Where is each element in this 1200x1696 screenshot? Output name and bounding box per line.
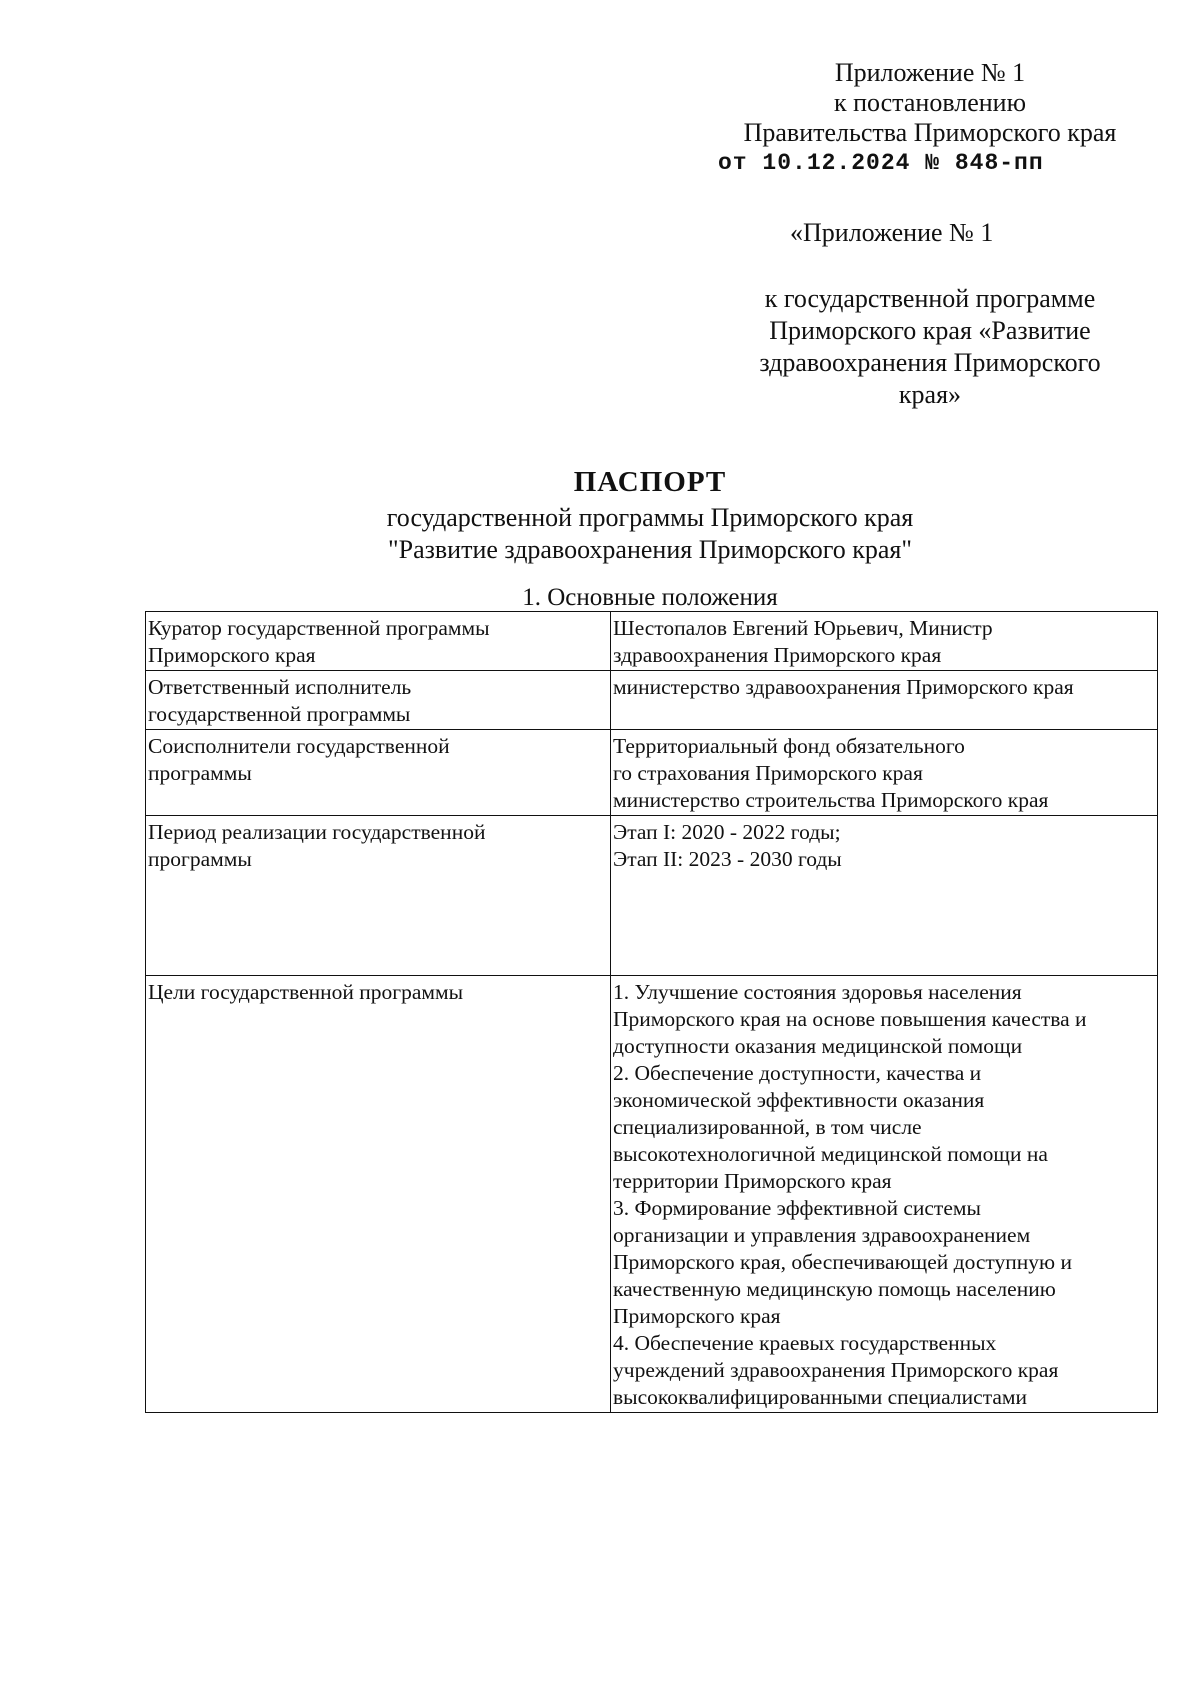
passport-table	[145, 611, 1158, 1413]
label-line: Период реализации государственной	[148, 820, 486, 844]
value-line: высококвалифицированными специалистами	[613, 1385, 1028, 1409]
value-line: Этап II: 2023 - 2030 годы	[613, 847, 842, 871]
row-label	[146, 816, 611, 976]
row-label	[146, 976, 611, 1413]
program-ref-line: к государственной программе	[764, 284, 1096, 313]
value-line: Этап I: 2020 - 2022 годы;	[613, 820, 841, 844]
header-line: Правительства Приморского края	[743, 118, 1117, 147]
passport-subtitle-line: государственной программы Приморского края	[386, 503, 914, 532]
passport-title: ПАСПОРТ	[573, 466, 727, 498]
label-line: программы	[148, 761, 252, 785]
value-line: Приморского края на основе повышения качества и	[613, 1007, 1087, 1031]
document-header	[700, 58, 1160, 178]
value-line: качественную медицинскую помощь населению	[613, 1277, 1056, 1301]
passport-subtitle-line: "Развитие здравоохранения Приморского края"	[388, 535, 912, 564]
value-line: министерство здравоохранения Приморского края	[613, 675, 1074, 699]
table-row	[146, 976, 1158, 1413]
label-line: Приморского края	[148, 643, 316, 667]
label-line: Цели государственной программы	[148, 980, 464, 1004]
value-line: здравоохранения Приморского края	[613, 643, 942, 667]
decree-number: от 10.12.2024 № 848-пп	[718, 150, 1044, 176]
value-line: организации и управления здравоохранением	[613, 1223, 1031, 1247]
value-line: Территориальный фонд обязательного	[613, 734, 965, 758]
value-line: го страхования Приморского края	[613, 761, 923, 785]
table-row	[146, 730, 1158, 816]
value-line: 4. Обеспечение краевых государственных	[613, 1331, 997, 1355]
value-line: доступности оказания медицинской помощи	[613, 1034, 1023, 1058]
section-title: 1. Основные положения	[522, 584, 778, 611]
value-line: Приморского края, обеспечивающей доступную и	[613, 1250, 1072, 1274]
value-line: экономической эффективности оказания	[613, 1088, 985, 1112]
program-ref-line: Приморского края «Развитие	[769, 316, 1091, 345]
label-line: Ответственный исполнитель	[148, 675, 412, 699]
program-ref-line: края»	[898, 380, 962, 409]
table-row	[146, 612, 1158, 671]
label-line: программы	[148, 847, 252, 871]
appendix-title: «Приложение № 1	[790, 218, 994, 247]
row-value	[611, 976, 1158, 1413]
row-value	[611, 730, 1158, 816]
header-line: Приложение № 1	[834, 58, 1026, 87]
value-line: высокотехнологичной медицинской помощи на	[613, 1142, 1048, 1166]
value-line: специализированной, в том числе	[613, 1115, 922, 1139]
row-label	[146, 612, 611, 671]
passport-subtitle	[0, 502, 1200, 566]
label-line: Куратор государственной программы	[148, 616, 490, 640]
label-line: Соисполнители государственной	[148, 734, 450, 758]
value-line: территории Приморского края	[613, 1169, 892, 1193]
row-value	[611, 816, 1158, 976]
value-line: 3. Формирование эффективной системы	[613, 1196, 981, 1220]
row-label	[146, 730, 611, 816]
value-line: министерство строительства Приморского края	[613, 788, 1049, 812]
table-row	[146, 816, 1158, 976]
program-reference	[730, 283, 1130, 411]
label-line: государственной программы	[148, 702, 411, 726]
value-line: 1. Улучшение состояния здоровья населения	[613, 980, 1022, 1004]
value-line: 2. Обеспечение доступности, качества и	[613, 1061, 982, 1085]
value-line: Приморского края	[613, 1304, 781, 1328]
row-value	[611, 671, 1158, 730]
value-line: Шестопалов Евгений Юрьевич, Министр	[613, 616, 993, 640]
program-ref-line: здравоохранения Приморского	[759, 348, 1101, 377]
value-line: учреждений здравоохранения Приморского края	[613, 1358, 1059, 1382]
header-line: к постановлению	[833, 88, 1027, 117]
row-value	[611, 612, 1158, 671]
table-row	[146, 671, 1158, 730]
row-label	[146, 671, 611, 730]
